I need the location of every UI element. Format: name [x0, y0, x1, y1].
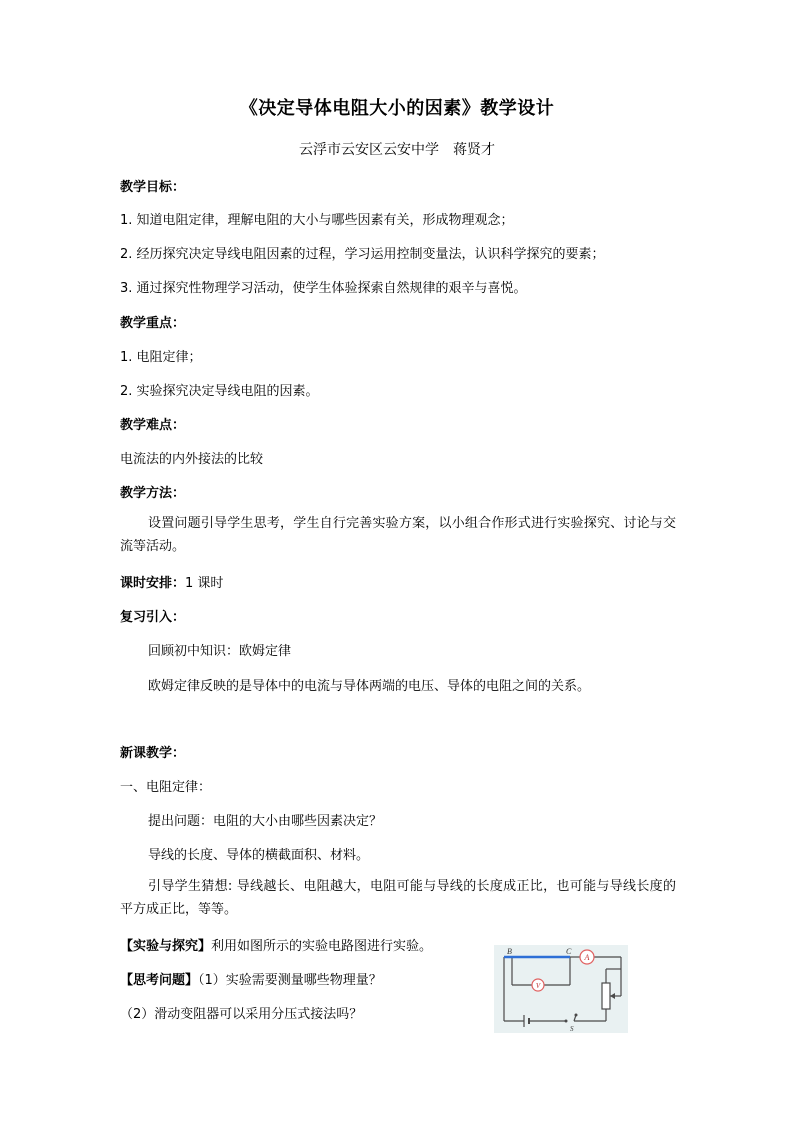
- think-tag: 【思考问题】: [120, 973, 199, 988]
- switch-contact: [565, 1020, 568, 1023]
- objective-item: 2. 经历探究决定导线电阻因素的过程，学习运用控制变量法，认识科学探究的要素；: [120, 247, 605, 262]
- methods-heading: 教学方法：: [120, 486, 186, 501]
- review-line: 回顾初中知识：欧姆定律: [148, 644, 292, 659]
- review-line: 欧姆定律反映的是导体中的电流与导体两端的电压、导体的电阻之间的关系。: [148, 679, 591, 694]
- voltmeter-label: V: [535, 982, 541, 990]
- ammeter-label: A: [584, 953, 590, 962]
- experiment-line: [120, 935, 432, 954]
- switch-contact: [575, 1014, 578, 1017]
- experiment-tag: 【实验与探究】: [120, 939, 212, 954]
- think-question: （2）滑动变阻器可以采用分压式接法吗？: [120, 1007, 363, 1022]
- schedule-line: [120, 572, 223, 591]
- schedule-value: 1 课时: [185, 576, 224, 591]
- review-heading: 复习引入：: [120, 610, 186, 625]
- objective-item: 3. 通过探究性物理学习活动，使学生体验探索自然规律的艰辛与喜悦。: [120, 281, 527, 296]
- point-b-label: B: [507, 947, 512, 956]
- schedule-heading: 课时安排：: [120, 576, 186, 591]
- question-line: 提出问题：电阻的大小由哪些因素决定？: [148, 814, 383, 829]
- document-title: 《决定导体电阻大小的因素》教学设计: [239, 98, 555, 119]
- experiment-text: 利用如图所示的实验电路图进行实验。: [211, 939, 433, 954]
- key-point-item: 1. 电阻定律；: [120, 350, 202, 365]
- methods-text: 设置问题引导学生思考，学生自行完善实验方案，以小组合作形式进行实验探究、讨论与交流等活动。: [120, 516, 676, 554]
- section-heading: 一、电阻定律：: [120, 780, 212, 795]
- rheostat-icon: [602, 983, 610, 1009]
- document-author: 云浮市云安区云安中学 蒋贤才: [299, 142, 495, 158]
- battery-icon: [524, 1015, 529, 1027]
- key-point-item: 2. 实验探究决定导线电阻的因素。: [120, 384, 319, 399]
- point-c-label: C: [566, 947, 572, 956]
- guess-paragraph: 引导学生猜想: 导线越长、电阻越大，电阻可能与导线的长度成正比，也可能与导线长度的平方成正比，等等。: [120, 879, 676, 917]
- objective-item: 1. 知道电阻定律，理解电阻的大小与哪些因素有关，形成物理观念；: [120, 213, 514, 228]
- difficulties-text: 电流法的内外接法的比较: [120, 452, 264, 467]
- objectives-heading: 教学目标：: [120, 180, 186, 195]
- rheostat-slider-icon: [610, 993, 615, 999]
- think-question: （1）实验需要测量哪些物理量？: [198, 973, 382, 988]
- think-line: [120, 969, 382, 988]
- circuit-diagram: [494, 945, 628, 1033]
- answer-line: 导线的长度、导体的横截面积、材料。: [148, 848, 370, 863]
- difficulties-heading: 教学难点：: [120, 418, 186, 433]
- key-points-heading: 教学重点：: [120, 316, 186, 331]
- new-lesson-heading: 新课教学：: [120, 746, 186, 761]
- switch-label: S: [570, 1025, 574, 1033]
